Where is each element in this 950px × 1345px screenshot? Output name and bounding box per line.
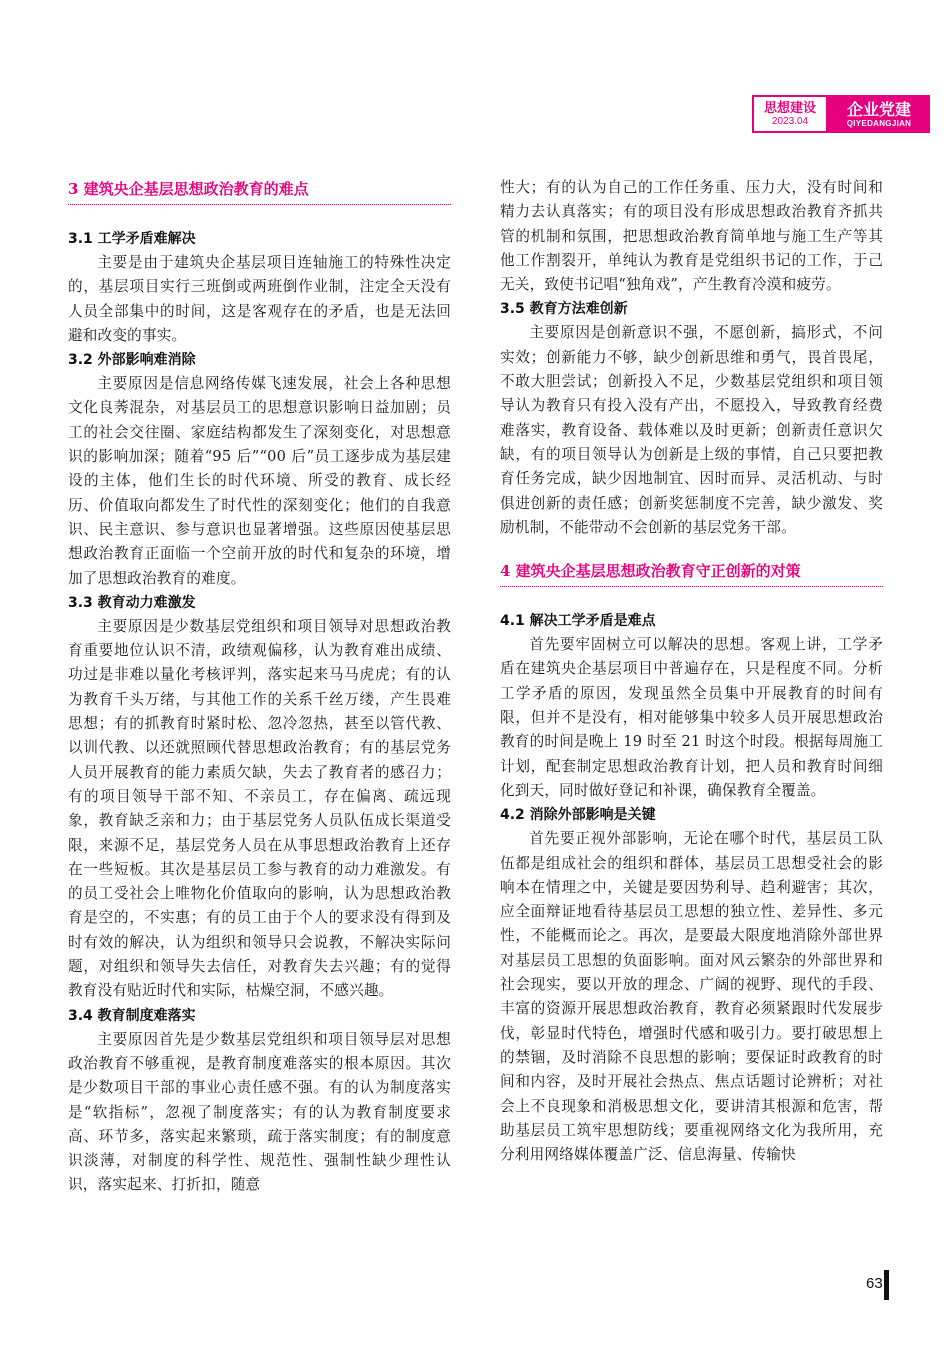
page-number-bar — [884, 1270, 889, 1300]
subsection-3-1-heading: 3.1 工学矛盾难解决 — [68, 231, 196, 247]
issue-label: 2023.04 — [771, 115, 809, 127]
subsection-3-2-heading: 3.2 外部影响难消除 — [68, 352, 196, 369]
journal-pinyin: QIYEDANGJIAN — [846, 118, 912, 128]
subsection-4-1-heading: 4.1 解决工学矛盾是难点 — [500, 613, 656, 630]
paragraph: 主要原因首先是少数基层党组织和项目领导层对思想政治教育不够重视，是教育制度难落实的根本原因。其次是少数项目干部的事业心责任感不强。有的认为制度落实是“软指标”，忽视了制度落实；有的认为教育制度要求高、环节多，落实起来繁琐，疏于落实制度；有的制度意识淡薄，对制度的科学性、规范性、强制性缺少理性认识，落实起来、打折扣，随意 — [68, 1030, 451, 1194]
subsection-4-2-heading: 4.2 消除外部影响是关键 — [500, 807, 656, 824]
section-3-heading: 3 建筑央企基层思想政治教育的难点 — [68, 176, 451, 205]
paragraph-continued: 性大；有的认为自己的工作任务重、压力大，没有时间和精力去认真落实；有的项目没有形成思想政治教育齐抓共管的机制和氛围，把思想政治教育简单地与施工生产等其他工作割裂开，单纯认为教育是党组织书记的工作，于己无关，致使书记唱“独角戏”，产生教育冷漠和疲劳。 — [500, 179, 883, 294]
journal-header-badge — [752, 95, 930, 133]
right-column — [500, 176, 883, 1167]
left-column — [68, 176, 451, 1198]
paragraph: 主要原因是创新意识不强，不愿创新，搞形式，不问实效；创新能力不够，缺少创新思维和勇气，畏首畏尾，不敢大胆尝试；创新投入不足，少数基层党组织和项目领导认为教育只有投入没有产出，不愿投入，导致教育经费难落实，教育设备、载体难以及时更新；创新责任意识欠缺，有的项目领导认为创新是上级的事情，自己只要把教育任务完成，缺少因地制宜、因时而异、灵活机动、与时俱进创新的责任感；创新奖惩制度不完善，缺少激发、奖励机制，不能带动不会创新的基层党务干部。 — [500, 324, 883, 536]
section-label-box — [752, 95, 828, 133]
subsection-3-5-heading: 3.5 教育方法难创新 — [500, 301, 628, 318]
paragraph: 主要是由于建筑央企基层项目连轴施工的特殊性决定的，基层项目实行三班倒或两班倒作业制，注定全天没有人员全部集中的时间，这是客观存在的矛盾，也是无法回避和改变的事实。 — [68, 254, 451, 344]
journal-name: 企业党建 — [846, 99, 911, 119]
section-label: 思想建设 — [763, 100, 816, 116]
subsection-3-4-heading: 3.4 教育制度难落实 — [68, 1007, 196, 1024]
paragraph: 首先要正视外部影响，无论在哪个时代，基层员工队伍都是组成社会的组织和群体，基层员工思想受社会的影响本在情理之中，关键是要因势利导、趋利避害；其次，应全面辩证地看待基层员工思想的独立性、差异性、多元性，不能概而论之。再次，是要最大限度地消除外部世界对基层员工思想的负面影响。面对风云繁杂的外部世界和社会现实，要以开放的理念、广阔的视野、现代的手段、丰富的资源开展思想政治教育，教育必须紧跟时代发展步伐，彰显时代特色，增强时代感和吸引力。要打破思想上的禁锢，及时消除不良思想的影响；要保证时政教育的时间和内容，及时开展社会热点、焦点话题讨论辨析；对社会上不良现象和消极思想文化，要讲清其根源和危害，帮助基层员工筑牢思想防线；要重视网络文化为我所用，充分利用网络媒体覆盖广泛、信息海量、传输快 — [500, 830, 883, 1164]
paragraph: 主要原因是少数基层党组织和项目领导对思想政治教育重要地位认识不清，政绩观偏移，认为教育难出成绩、功过是非难以量化考核评判，落实起来马马虎虎；有的认为教育千头万绪，与其他工作的关系千丝万缕，产生畏难思想；有的抓教育时紧时松、忽冷忽热，甚至以管代教、以训代教、以还就照顾代替思想政治教育；有的基层党务人员开展教育的能力素质欠缺，失去了教育者的感召力；有的项目领导干部不知、不亲员工，存在偏离、疏远现象，教育缺乏亲和力；由于基层党务人员队伍成长渠道受限，来源不足，基层党务人员在从事思想政治教育上还存在一些短板。其次是基层员工参与教育的动力难激发。有的员工受社会上唯物化价值取向的影响，认为思想政治教育是空的，不实惠；有的员工由于个人的要求没有得到及时有效的解决，认为组织和领导只会说教，不解决实际问题，对组织和领导失去信任，对教育失去兴趣；有的觉得教育没有贴近时代和实际，枯燥空洞，不感兴趣。 — [68, 617, 451, 1000]
paragraph: 首先要牢固树立可以解决的思想。客观上讲，工学矛盾在建筑央企基层项目中普遍存在，只是程度不同。分析工学矛盾的原因，发现虽然全员集中开展教育的时间有限，但并不是没有，相对能够集中较多人员开展思想政治教育的时间是晚上 19 时至 21 时这个时段。根据每周施工计划，配套制定思想政治教育计划，把人员和教育时间细化到天，同时做好登记和补课，确保教育全覆盖。 — [500, 636, 883, 799]
subsection-3-3-heading: 3.3 教育动力难激发 — [68, 594, 196, 611]
journal-name-box — [828, 95, 930, 133]
section-4-heading: 4 建筑央企基层思想政治教育守正创新的对策 — [500, 558, 883, 587]
paragraph: 主要原因是信息网络传媒飞速发展，社会上各种思想文化良莠混杂，对基层员工的思想意识影响日益加剧；员工的社会交往圈、家庭结构都发生了深刻变化，对思想意识的影响加深；随着“95 后”“00 后”员工逐步成为基层建设的主体，他们生长的时代环境、所受的教育、成长经历、价值取向都发生了时代性的深刻变化；他们的自我意识、民主意识、参与意识也显著增强。这些原因使基层思想政治教育正面临一个空前开放的时代和复杂的环境，增加了思想政治教育的难度。 — [68, 375, 451, 587]
page-number: 63 — [866, 1275, 883, 1292]
